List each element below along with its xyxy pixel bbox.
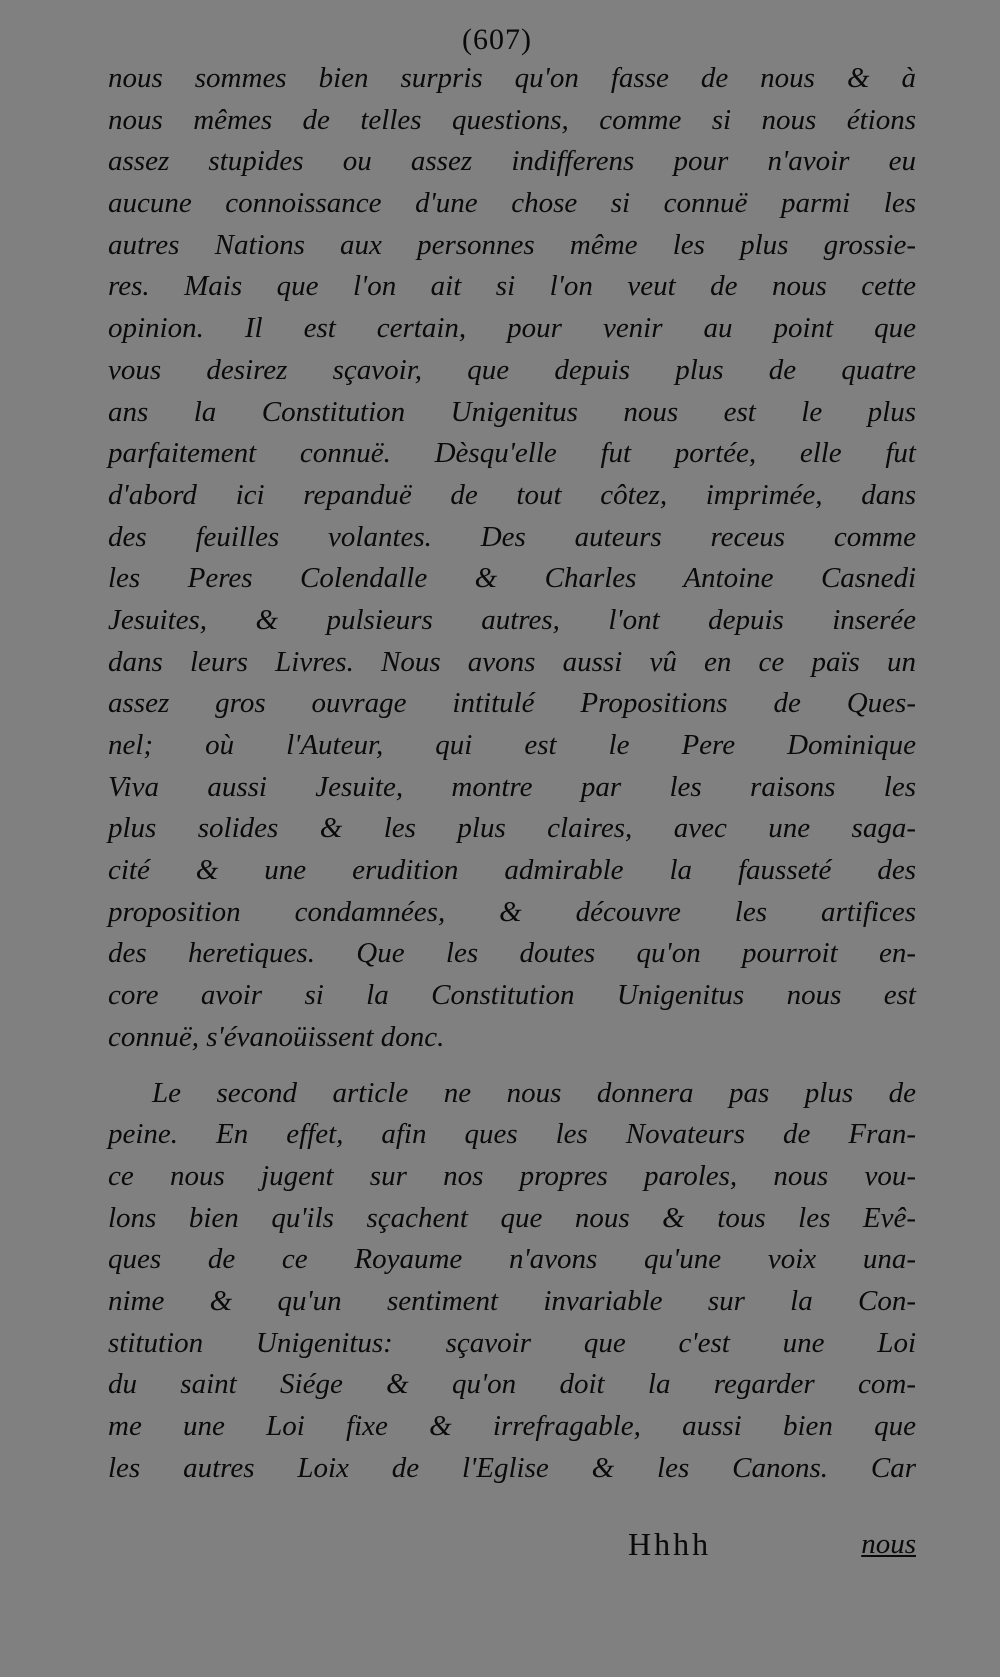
text-line: dans leurs Livres. Nous avons aussi vû en ce païs un <box>108 645 916 678</box>
text-line: Viva aussi Jesuite, montre par les raisons les <box>108 770 916 803</box>
text-line: opinion. Il est certain, pour venir au point que <box>108 312 916 345</box>
text-line: cité & une erudition admirable la fausseté des <box>108 854 916 887</box>
text-line: proposition condamnées, & découvre les artifices <box>108 895 916 928</box>
text-line: nime & qu'un sentiment invariable sur la Con- <box>108 1284 916 1317</box>
text-line: d'abord ici repanduë de tout côtez, imprimée, dans <box>108 478 916 511</box>
text-line: nel; où l'Auteur, qui est le Pere Dominique <box>108 729 916 761</box>
text-line: les autres Loix de l'Eglise & les Canons. Car <box>108 1451 916 1484</box>
text-line: Le second article ne nous donnera pas plus de <box>152 1076 916 1109</box>
text-line: du saint Siége & qu'on doit la regarder com- <box>108 1368 916 1401</box>
text-line: assez gros ouvrage intitulé Propositions de Ques- <box>108 687 916 720</box>
text-line: autres Nations aux personnes même les plus grossie- <box>108 228 916 261</box>
text-line: des heretiques. Que les doutes qu'on pourroit en- <box>108 937 916 970</box>
body-text <box>108 58 916 1489</box>
text-line: connuë, s'évanoüissent donc. <box>108 1020 445 1053</box>
text-line: ce nous jugent sur nos propres paroles, nous vou- <box>108 1159 916 1192</box>
text-line: peine. En effet, afin ques les Novateurs de Fran- <box>108 1118 916 1151</box>
catchword: nous <box>861 1528 916 1560</box>
text-line: des feuilles volantes. Des auteurs receus comme <box>108 520 916 553</box>
text-line: nous mêmes de telles questions, comme si nous étions <box>108 103 916 136</box>
text-line: vous desirez sçavoir, que depuis plus de quatre <box>108 353 916 386</box>
text-line: lons bien qu'ils sçachent que nous & tous les Evê- <box>108 1201 916 1234</box>
text-line: nous sommes bien surpris qu'on fasse de nous & à <box>108 62 916 94</box>
text-line: ques de ce Royaume n'avons qu'une voix una- <box>108 1243 916 1276</box>
text-line: aucune connoissance d'une chose si connuë parmi les <box>108 187 916 220</box>
text-line: assez stupides ou assez indifferens pour n'avoir eu <box>108 145 916 178</box>
text-line: parfaitement connuë. Dèsqu'elle fut portée, elle fut <box>108 437 916 470</box>
text-line: res. Mais que l'on ait si l'on veut de nous cette <box>108 270 916 303</box>
text-line: stitution Unigenitus: sçavoir que c'est une Loi <box>108 1326 916 1359</box>
text-line: core avoir si la Constitution Unigenitus nous est <box>108 979 916 1012</box>
text-line: Jesuites, & pulsieurs autres, l'ont depuis inserée <box>108 603 916 636</box>
text-line: ans la Constitution Unigenitus nous est le plus <box>108 395 916 428</box>
text-line: les Peres Colendalle & Charles Antoine Casnedi <box>108 562 916 595</box>
text-line: me une Loi fixe & irrefragable, aussi bien que <box>108 1410 916 1442</box>
page-number: (607) <box>462 23 532 56</box>
signature-mark: Hhhh <box>628 1526 712 1562</box>
text-line: plus solides & les plus claires, avec une saga- <box>108 812 916 845</box>
page-footer <box>108 1522 916 1566</box>
